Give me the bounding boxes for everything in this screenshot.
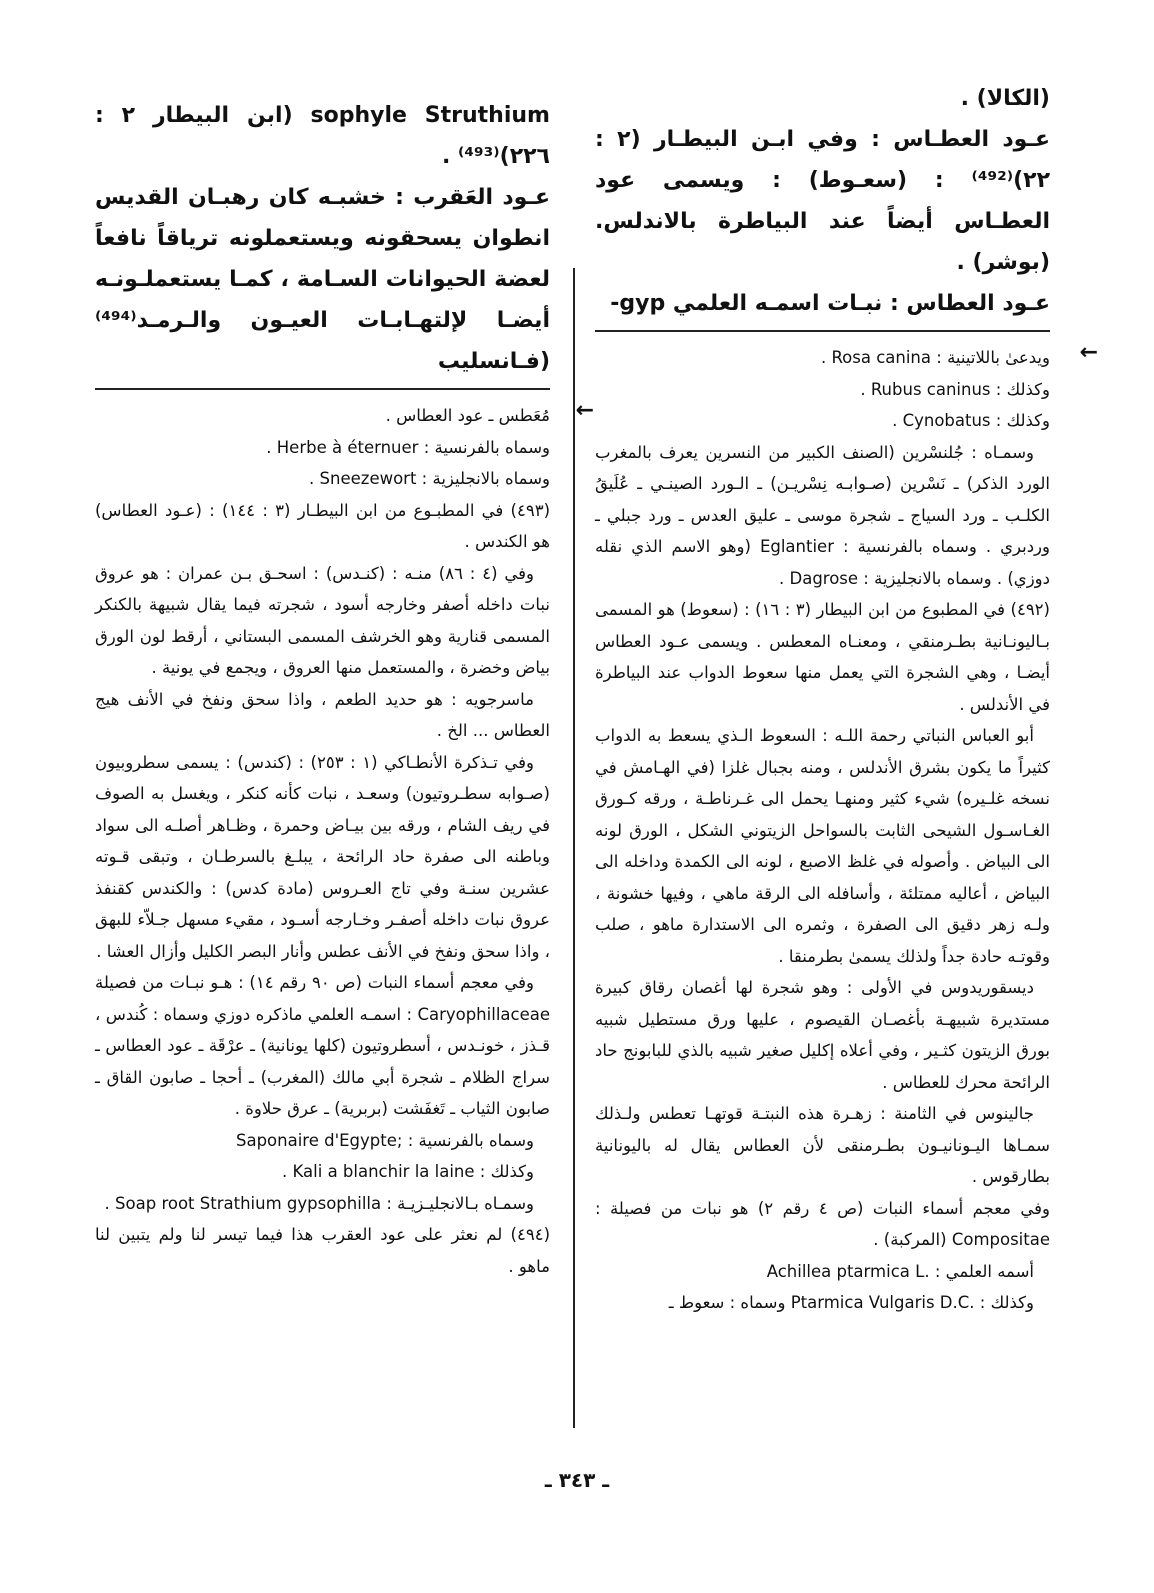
footnote-paragraph: (٤٩٤) لم نعثر على عود العقرب هذا فيما تيسر لنا ولم يتبين لنا ماهو . — [95, 1225, 550, 1276]
main-text-paragraph: عـود العطـاس : وفي ابـن البيطـار (٢ : ٢٢)⁽⁴⁹²⁾ : (سعـوط) : ويسمى عود العطـاس أيضاً عند البياطرة بالاندلس. (بوشر) . — [595, 127, 1050, 275]
left-arrow-icon: ← — [1079, 340, 1098, 365]
footnote-paragraph: جالينوس في الثامنة : زهـرة هذه النبتـة قوتهـا تعطس ولـذلك سمـاها اليـونانيـون بطـرمنقى لأن العطاس يقال له باليونانية بطارقوس . — [595, 1104, 1050, 1186]
footnote-divider — [95, 388, 550, 390]
footnote-text: ويدعىٰ باللاتينية : Rosa canina . — [820, 348, 1050, 367]
footnote-paragraph: وفي تـذكرة الأنطـاكي (١ : ٢٥٣) : (كندس) : يسمى سطروبيون (صـوابه سطـروتيون) وسعـد ، نبات كأنه كنكر ، ويغسل به الصوف في ريف الشام ، ورقه بين بيـاض وحمرة ، وظـاهر أصلـه الى سواد وباطنه الى صفرة حاد الرائحة ، يبلـغ بالسرطـان ، وتبقى قـوته عشرين سنـة وفي تاج العـروس (مادة كدس) : والكندس كقنفذ عروق نبات داخله أصفـر وخـارجه أسـود ، مقيء مسهل جـلاّء للبهق ، واذا سحق ونفخ في الأنف عطس وأنار البصر الكليل وأزال العشا . — [95, 752, 550, 961]
footnote-paragraph: وفي معجم أسماء النبات (ص ٤ رقم ٢) هو نبات من فصيلة : Compositae (المركبة) . — [595, 1198, 1051, 1249]
left-column — [95, 95, 594, 1282]
footnote-paragraph: وسمـاه : جُلنسْرين (الصنف الكبير من النسرين يعرف بالمغرب الورد الذكر) ـ نَسْرين (صـوابـه نِسْريـن) ـ الـورد الصينـي ـ عُلَيقُ الكلـب ـ ورد السياج ـ شجرة موسى ـ عليق العدس ـ ورد جبلي ـ وردبري . وسماه بالفرنسية : Eglantier (وهو الاسم الذي نقله دوزي) . وسماه بالانجليزية : Dagrose . — [595, 442, 1050, 588]
footnote-paragraph: (٤٩٢) في المطبوع من ابن البيطار (٣ : ١٦) : (سعوط) هو المسمى بـاليونـانية بطـرمنقي ، ومعنـاه المعطس . ويسمى عـود العطاس أيضـا ، وهي الشجرة التي يعمل منها سعوط الدواب عند البياطرة في الأندلس . — [595, 600, 1050, 714]
footnote-text: وكذلك : Rubus caninus . — [860, 379, 1050, 399]
footnote-paragraph: ماسرجويه : هو حديد الطعم ، واذا سحق ونفخ في الأنف هيج العطاس ... الخ . — [95, 689, 550, 740]
footnote-paragraph: أبو العباس النباتي رحمة اللـه : السعوط الـذي يسعط به الدواب كثيراً ما يكون بشرق الأندلس ، ومنه بجبال غلزا (في الهـامش في نسخه غلـيره) شيء كثير ومنهـا يحمل الى غـرناطـة ، ورقه كـورق الغـاسـول الشيحى الثابت بالسواحل الزيتوني الشكل ، الورق لونه الى البياض . وأصوله في غلظ الاصبع ، لونه الى الكمدة وداخله الى البياض ، أعاليه ممتلئة ، وأسافله الى الرقة ماهي ، وفيها خشونة ، ولـه زهر دقيق الى الصفرة ، وثمره الى الاستدارة ماهو ، صلب وقوتـه حادة جداً ولذلك يسمىٰ بطرمنقا . — [595, 726, 1050, 966]
main-text-line: (الكالا) . — [960, 86, 1050, 111]
footnote-text: مُعَطس ـ عود العطاس . — [385, 406, 550, 425]
page-number: ـ ٣٤٣ ـ — [544, 1468, 610, 1492]
main-text-paragraph: عـود العَقرب : خشبـه كان رهبـان القديس انطوان يسحقونه ويستعملونه ترياقاً نافعاً لعضة الحيوانات السـامة ، كمـا يستعملـونـه أيضـا لإلتهـابـات العيـون والـرمـد⁽⁴⁹⁴⁾ (فـانسليب — [95, 185, 550, 374]
main-text-line: sophyle Struthium (ابن البيطار ٢ : ٢٢٦)⁽⁴⁹³⁾ . — [95, 103, 550, 169]
footnote-text: أسمه العلمي : .Achillea ptarmica L — [766, 1261, 1034, 1281]
footnote-text: وكذلك : Cynobatus . — [892, 411, 1050, 430]
footnote-text: وسماه بالفرنسية : ;Saponaire d'Egypte — [236, 1130, 534, 1150]
right-column — [595, 78, 1098, 1319]
continuation-line — [595, 340, 1098, 374]
continuation-line — [95, 398, 594, 432]
column-divider — [573, 268, 575, 1428]
footnote-text: وسماه بالانجليزية : Sneezewort . — [309, 469, 550, 488]
footnote-paragraph: وفي (٤ : ٨٦) منـه : (كنـدس) : اسحـق بـن عمران : هو عروق نبات داخله أصفر وخارجه أسود ، شجرته فيما يقال شبيهة بالكنكر المسمى قنارية وهو الخرشف المسمى البستاني ، أرقط لون الورق بياض وخضرة ، والمستعمل منها العروق ، ويجمع في يونية . — [95, 563, 550, 677]
footnote-paragraph: (٤٩٣) في المطبـوع من ابن البيطـار (٣ : ١٤٤) : (عـود العطاس) هو الكندس . — [95, 500, 551, 551]
footnote-paragraph: وفي معجم أسماء النبات (ص ٩٠ رقم ١٤) : هـو نبـات من فصيلة Caryophillaceae : اسمـه العلمي ماذكره دوزي وسماه : كُندس ، قـذز ، خونـدس ، أسطروتيون (كلها يونانية) ـ عرْقَة ـ عود العطاس ـ سراج الظلام ـ شجرة أبي مالك (المغرب) ـ أحجا ـ صابون القاق ـ صابون الثياب ـ تَغفَشت (بربرية) ـ عرق حلاوة . — [95, 973, 550, 1118]
footnote-paragraph: ديسقوريدوس في الأولى : وهو شجرة لها أغصان رقاق كبيرة مستديرة شبيهـة بأغصـان القيصوم ، عليها ورق مستطيل شبيه بورق الزيتون كثـير ، وفي أعلاه إكليل صغير شبيه بالذي للبابونج حاد الرائحة محرك للعطاس . — [595, 978, 1050, 1092]
footnote-divider — [595, 330, 1050, 332]
footnote-text: وكذلك : .Ptarmica Vulgaris D.C وسماه : سعوط ـ — [668, 1293, 1034, 1312]
footnote-text: وكذلك : Kali a blanchir la laine . — [282, 1162, 534, 1181]
footnote-text: وسماه بالفرنسية : Herbe à éternuer . — [266, 437, 550, 457]
left-arrow-icon: ← — [575, 398, 594, 423]
main-text-paragraph: عـود العطاس : نبـات اسمـه العلمي gyp- — [610, 291, 1050, 316]
footnote-text: وسمـاه بـالانجليـزيـة : Soap root Strathium gypsophilla . — [104, 1193, 534, 1213]
